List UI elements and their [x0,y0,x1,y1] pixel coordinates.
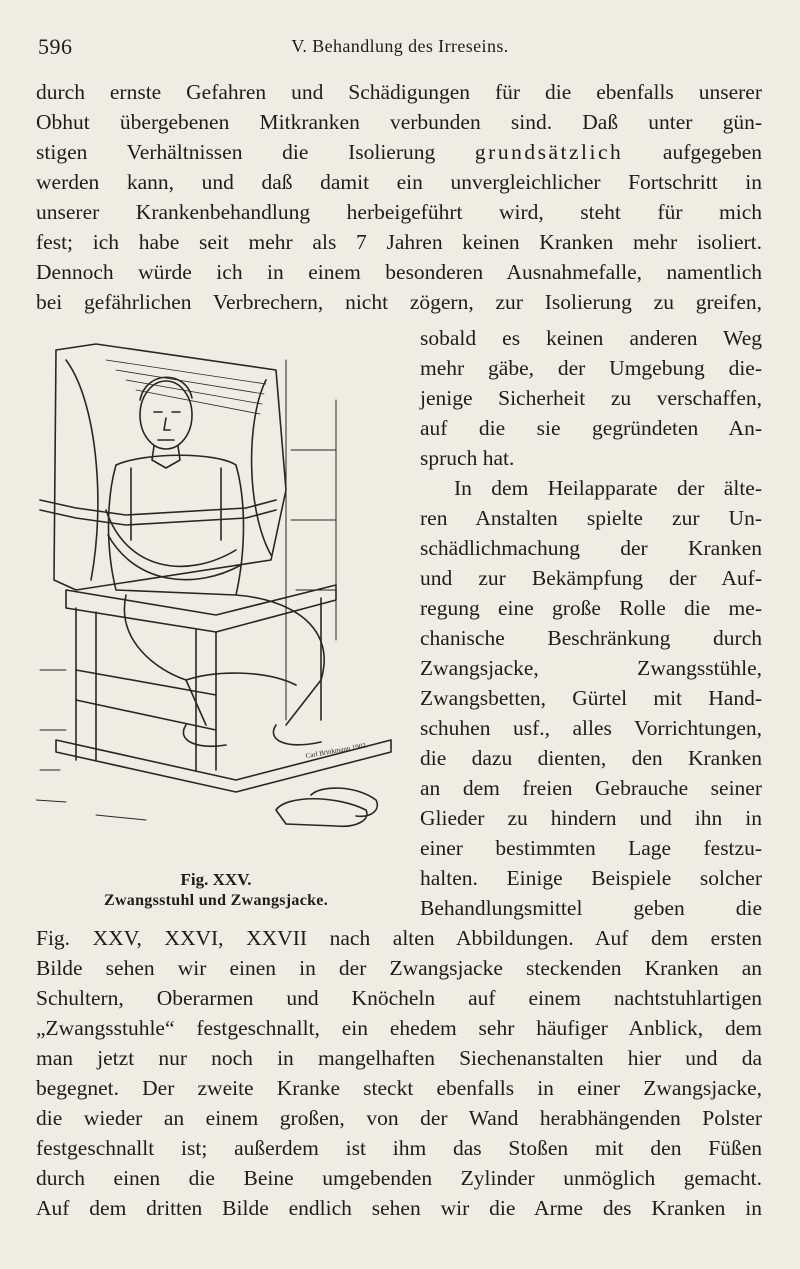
text-line: spruch hat. [420,446,515,470]
text-line: Behandlungsmittel geben die [420,896,762,920]
text-line: In dem Heilapparate der älte- [454,476,762,500]
text-line: mehr gäbe, der Umgebung die- [420,356,762,380]
text-line: die wieder an einem großen, von der Wand herabhängenden Polster [36,1106,762,1130]
text-segment: aufgegeben [662,140,763,164]
text-line: jenige Sicherheit zu verschaffen, [420,386,762,410]
text-line: Dennoch würde ich in einem besonderen Ausnahmefalle, namentlich [36,260,762,284]
running-head: V. Behandlung des Irreseins. [291,36,509,56]
text-line: man jetzt nur noch in mangelhaften Siechenanstalten hier und da [36,1046,762,1070]
text-line: durch ernste Gefahren und Schädigungen für die ebenfalls unserer [36,80,762,104]
restraint-chair-drawing [36,340,396,860]
text-line: die dazu dienten, den Kranken [420,746,762,770]
text-line: festgeschnallt ist; außerdem ist ihm das Stoßen mit den Füßen [36,1136,762,1160]
text-segment: stigen Verhältnissen die Isolierung [36,140,436,164]
text-line: Zwangsbetten, Gürtel mit Hand- [420,686,762,710]
text-line: halten. Einige Beispiele solcher [420,866,762,890]
text-line: Fig. XXV, XXVI, XXVII nach alten Abbildungen. Auf dem ersten [36,926,762,950]
text-line: Bilde sehen wir einen in der Zwangsjacke steckenden Kranken an [36,956,762,980]
text-line: schuhen usf., alles Vorrichtungen, [420,716,762,740]
text-line: chanische Beschränkung durch [420,626,762,650]
text-line: bei gefährlichen Verbrechern, nicht zögern, zur Isolierung zu greifen, [36,290,762,314]
text-line: sobald es keinen anderen Weg [420,326,762,350]
text-line: „Zwangsstuhle“ festgeschnallt, ein ehedem sehr häufiger Anblick, dem [36,1016,762,1040]
text-line: an dem freien Gebrauche seiner [420,776,762,800]
text-line [36,138,762,168]
text-line: Auf dem dritten Bilde endlich sehen wir die Arme des Kranken in [36,1196,762,1220]
figure-caption: Zwangsstuhl und Zwangsjacke. [103,892,329,909]
text-line: fest; ich habe seit mehr als 7 Jahren keinen Kranken mehr isoliert. [36,230,762,254]
text-line: durch einen die Beine umgebenden Zylinder unmöglich gemacht. [36,1166,762,1190]
text-line: werden kann, und daß damit ein unvergleichlicher Fortschritt in [36,170,762,194]
text-line: und zur Bekämpfung der Auf- [420,566,762,590]
text-line: Obhut übergebenen Mitkranken verbunden sind. Daß unter gün- [36,110,762,134]
text-line: Schultern, Oberarmen und Knöcheln auf einem nachtstuhlartigen [36,986,762,1010]
figure-number: Fig. XXV. [180,870,252,889]
text-line: schädlichmachung der Kranken [420,536,762,560]
text-line: begegnet. Der zweite Kranke steckt ebenfalls in einer Zwangsjacke, [36,1076,762,1100]
figure-illustration [36,340,396,860]
emphasized-word: grundsätzlich [474,140,624,164]
artist-signature: Carl Brinkmann 1902. [304,741,369,760]
text-line: auf die sie gegründeten An- [420,416,762,440]
text-line: Zwangsjacke, Zwangsstühle, [420,656,762,680]
text-line: ren Anstalten spielte zur Un- [420,506,762,530]
text-line: Glieder zu hindern und ihn in [420,806,762,830]
text-line: unserer Krankenbehandlung herbeigeführt wird, steht für mich [36,200,762,224]
text-line: regung eine große Rolle die me- [420,596,762,620]
page-number: 596 [38,34,73,59]
text-line: einer bestimmten Lage festzu- [420,836,762,860]
